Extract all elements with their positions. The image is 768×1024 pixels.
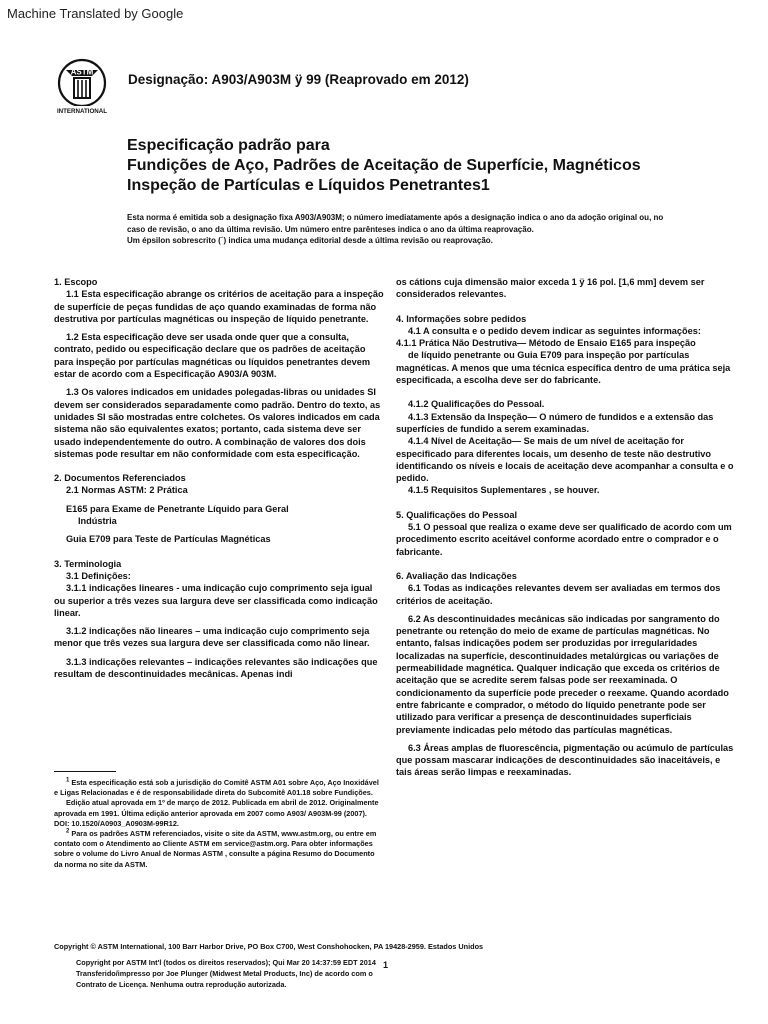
notice-line-3: Um épsilon sobrescrito (´) indica uma mudança editorial desde a última revisão ou reaprovação. (127, 236, 493, 245)
footnote-2-text: Para os padrões ASTM referenciados, visite o site da ASTM, www.astm.org, ou entre em contato com o Atendimento ao Cliente ASTM em service@astm.org. Para obter informações sobre o volume do Livro Anual de Normas ASTM , consulte a página Resumo do Documento da norma no site da ASTM. (54, 829, 377, 869)
left-column (54, 276, 384, 680)
paragraph-6-2: 6.2 As descontinuidades mecânicas são indicadas por sangramento do penetrante ou retenção do meio de exame de partículas magnéticas. No entanto, falsas indicações podem ser produzidas por irregularidades localizadas na superfície, descontinuidades metalúrgicas ou variações de permeabilidade magnética. Qualquer indicação que exceda os critérios de aceitação que se acredite serem falsas pode ser reexaminada. O condicionamento da superfície pode preceder o reexame. Quando acordado entre fabricante e comprador, o método do líquido penetrante pode ser utilizado para verificar a presença de descontinuidades superficiais previamente indicadas pelo método das partículas magnéticas. (396, 613, 729, 735)
paragraph-4-1-3: 4.1.3 Extensão da Inspeção— O número de fundidos e a extensão das superfícies de fundido a serem examinadas. (396, 411, 714, 434)
paragraph-2-1: 2.1 Normas ASTM: 2 Prática (66, 485, 188, 496)
document-title (127, 136, 641, 196)
paragraph-1-2: 1.2 Esta especificação deve ser usada onde quer que a consulta, contrato, pedido ou especificação declare que os padrões de aceitação para inspeção por partículas magnéticas ou líquidos penetrantes devem estar de acordo com a Especificação A903/A 903M. (54, 332, 371, 380)
paragraph-4-1-1: 4.1.1 Prática Não Destrutiva— Método de Ensaio E165 para inspeção (396, 338, 696, 349)
issuance-notice (127, 212, 664, 247)
section-6-heading: 6. Avaliação das Indicações (396, 570, 517, 581)
notice-line-2: caso de revisão, o ano da última revisão. Um número entre parênteses indica o ano da última reaprovação. (127, 224, 534, 234)
paragraph-3-1-3: 3.1.3 indicações relevantes – indicações relevantes são indicações que resultam de descontinuidades mecânicas. Apenas indi (54, 656, 378, 680)
page-number: 1 (383, 960, 389, 970)
footnote-1-edition: Edição atual aprovada em 1º de março de 2012. Publicada em abril de 2012. Originalmente aprovada em 1991. Última edição anterior aprovada em 2007 como A903/ A903M-99 (2007). DOI: 10.1520/A0903_A0903M-99R12. (54, 798, 379, 828)
notice-line-1: Esta norma é emitida sob a designação fixa A903/A903M; o número imediatamente após a designação indica o ano da adoção original ou, no (127, 213, 664, 222)
logo-text-bottom: INTERNATIONAL (56, 108, 108, 115)
paragraph-3-1-3-cont: os cátions cuja dimensão maior exceda 1 ÿ 16 pol. [1,6 mm] devem ser considerados relevantes. (396, 277, 705, 300)
title-line-2: Fundições de Aço, Padrões de Aceitação de Superfície, Magnéticos (127, 157, 641, 174)
title-line-3: Inspeção de Partículas e Líquidos Penetrantes1 (127, 177, 490, 194)
license-notice: Copyright por ASTM Int'l (todos os direitos reservados); Qui Mar 20 14:37:59 EDT 2014 Transferido/impresso por Joe Plunger (Midwest Metal Products, Inc) de acordo com o Contrato de Licença. Nenhuma outra reprodução autorizada. (76, 958, 376, 989)
footnote-1-text: Esta especificação está sob a jurisdição do Comitê ASTM A01 sobre Aço, Aço Inoxidável e Ligas Relacionadas e é de responsabilidade direta do Subcomitê A01.18 sobre Fundições. (54, 778, 379, 798)
paragraph-3-1: 3.1 Definições: (66, 570, 131, 581)
title-line-1: Especificação padrão para (127, 137, 330, 154)
paragraph-4-1-4: 4.1.4 Nível de Aceitação— Se mais de um nível de aceitação for especificado para diferentes locais, um desenho de teste não destrutivo identificando os níveis e locais de aceitação deve acompanhar a consulta e o pedido. (396, 436, 734, 484)
paragraph-3-1-1: 3.1.1 indicações lineares - uma indicação cujo comprimento seja igual ou superior a três vezes sua largura deve ser classificada como indicação linear. (54, 583, 378, 618)
ref-e165-cont: Indústria (78, 516, 117, 527)
astm-international-logo (52, 56, 112, 116)
logo-text-top: ASTM (70, 67, 94, 77)
paragraph-1-1: 1.1 Esta especificação abrange os critérios de aceitação para a inspeção de superfície de peças fundidas de aço quando examinadas de forma não destrutiva por partículas magnéticas ou inspeção de líquido penetrante. (54, 289, 384, 324)
ref-e165: E165 para Exame de Penetrante Líquido para Geral (66, 503, 289, 514)
copyright-line: Copyright © ASTM International, 100 Barr Harbor Drive, PO Box C700, West Conshohocken, PA 19428-2959. Estados Unidos (54, 942, 484, 951)
footnote-1-mark: 1 (66, 777, 70, 784)
paragraph-5-1: 5.1 O pessoal que realiza o exame deve ser qualificado de acordo com um procedimento escrito aceitável conforme acordado entre o comprador e o fabricante. (396, 522, 732, 557)
paragraph-6-1: 6.1 Todas as indicações relevantes devem ser avaliadas em termos dos critérios de aceitação. (396, 583, 721, 606)
section-1-heading: 1. Escopo (54, 277, 98, 287)
machine-translated-label: Machine Translated by Google (7, 6, 184, 21)
footnote-2 (54, 829, 384, 870)
footnote-1 (54, 778, 384, 798)
paragraph-3-1-2: 3.1.2 indicações não lineares – uma indicação cujo comprimento seja menor que três vezes sua largura deve ser classificada como não linear. (54, 626, 370, 649)
section-2-heading: 2. Documentos Referenciados (54, 473, 186, 484)
paragraph-4-1: 4.1 A consulta e o pedido devem indicar as seguintes informações: (408, 325, 701, 336)
paragraph-1-3: 1.3 Os valores indicados em unidades polegadas-libras ou unidades SI devem ser considerados separadamente como padrão. Dentro do texto, as unidades SI são mostradas entre colchetes. Os valores indicados em cada sistema não são equivalentes exatos; portanto, cada sistema deve ser usado independentemente do outro. A combinação de valores dos dois sistemas pode resultar em não conformidade com esta especificação. (54, 387, 381, 459)
paragraph-6-3: 6.3 Áreas amplas de fluorescência, pigmentação ou acúmulo de partículas que possam mascarar indicações de descontinuidades são inaceitáveis, e tais áreas serão limpas e reexaminadas. (396, 742, 734, 778)
footnote-2-mark: 2 (66, 828, 70, 835)
section-3-heading: 3. Terminologia (54, 558, 122, 569)
paragraph-4-1-5: 4.1.5 Requisitos Suplementares , se houver. (408, 485, 600, 496)
ref-e709: Guia E709 para Teste de Partículas Magnéticas (66, 534, 271, 545)
paragraph-4-1-2: 4.1.2 Qualificações do Pessoal. (408, 399, 545, 410)
right-column (396, 276, 736, 779)
paragraph-4-1-1-cont: de líquido penetrante ou Guia E709 para inspeção por partículas magnéticas. A menos que uma técnica específica dentro de uma prática seja especificada, a escolha deve ser do fabricante. (396, 350, 731, 386)
section-4-heading: 4. Informações sobre pedidos (396, 313, 527, 324)
footnote-divider (54, 771, 116, 772)
footnotes (54, 778, 384, 870)
designation-line: Designação: A903/A903M ÿ 99 (Reaprovado em 2012) (128, 72, 469, 87)
section-5-heading: 5. Qualificações do Pessoal (396, 509, 518, 520)
